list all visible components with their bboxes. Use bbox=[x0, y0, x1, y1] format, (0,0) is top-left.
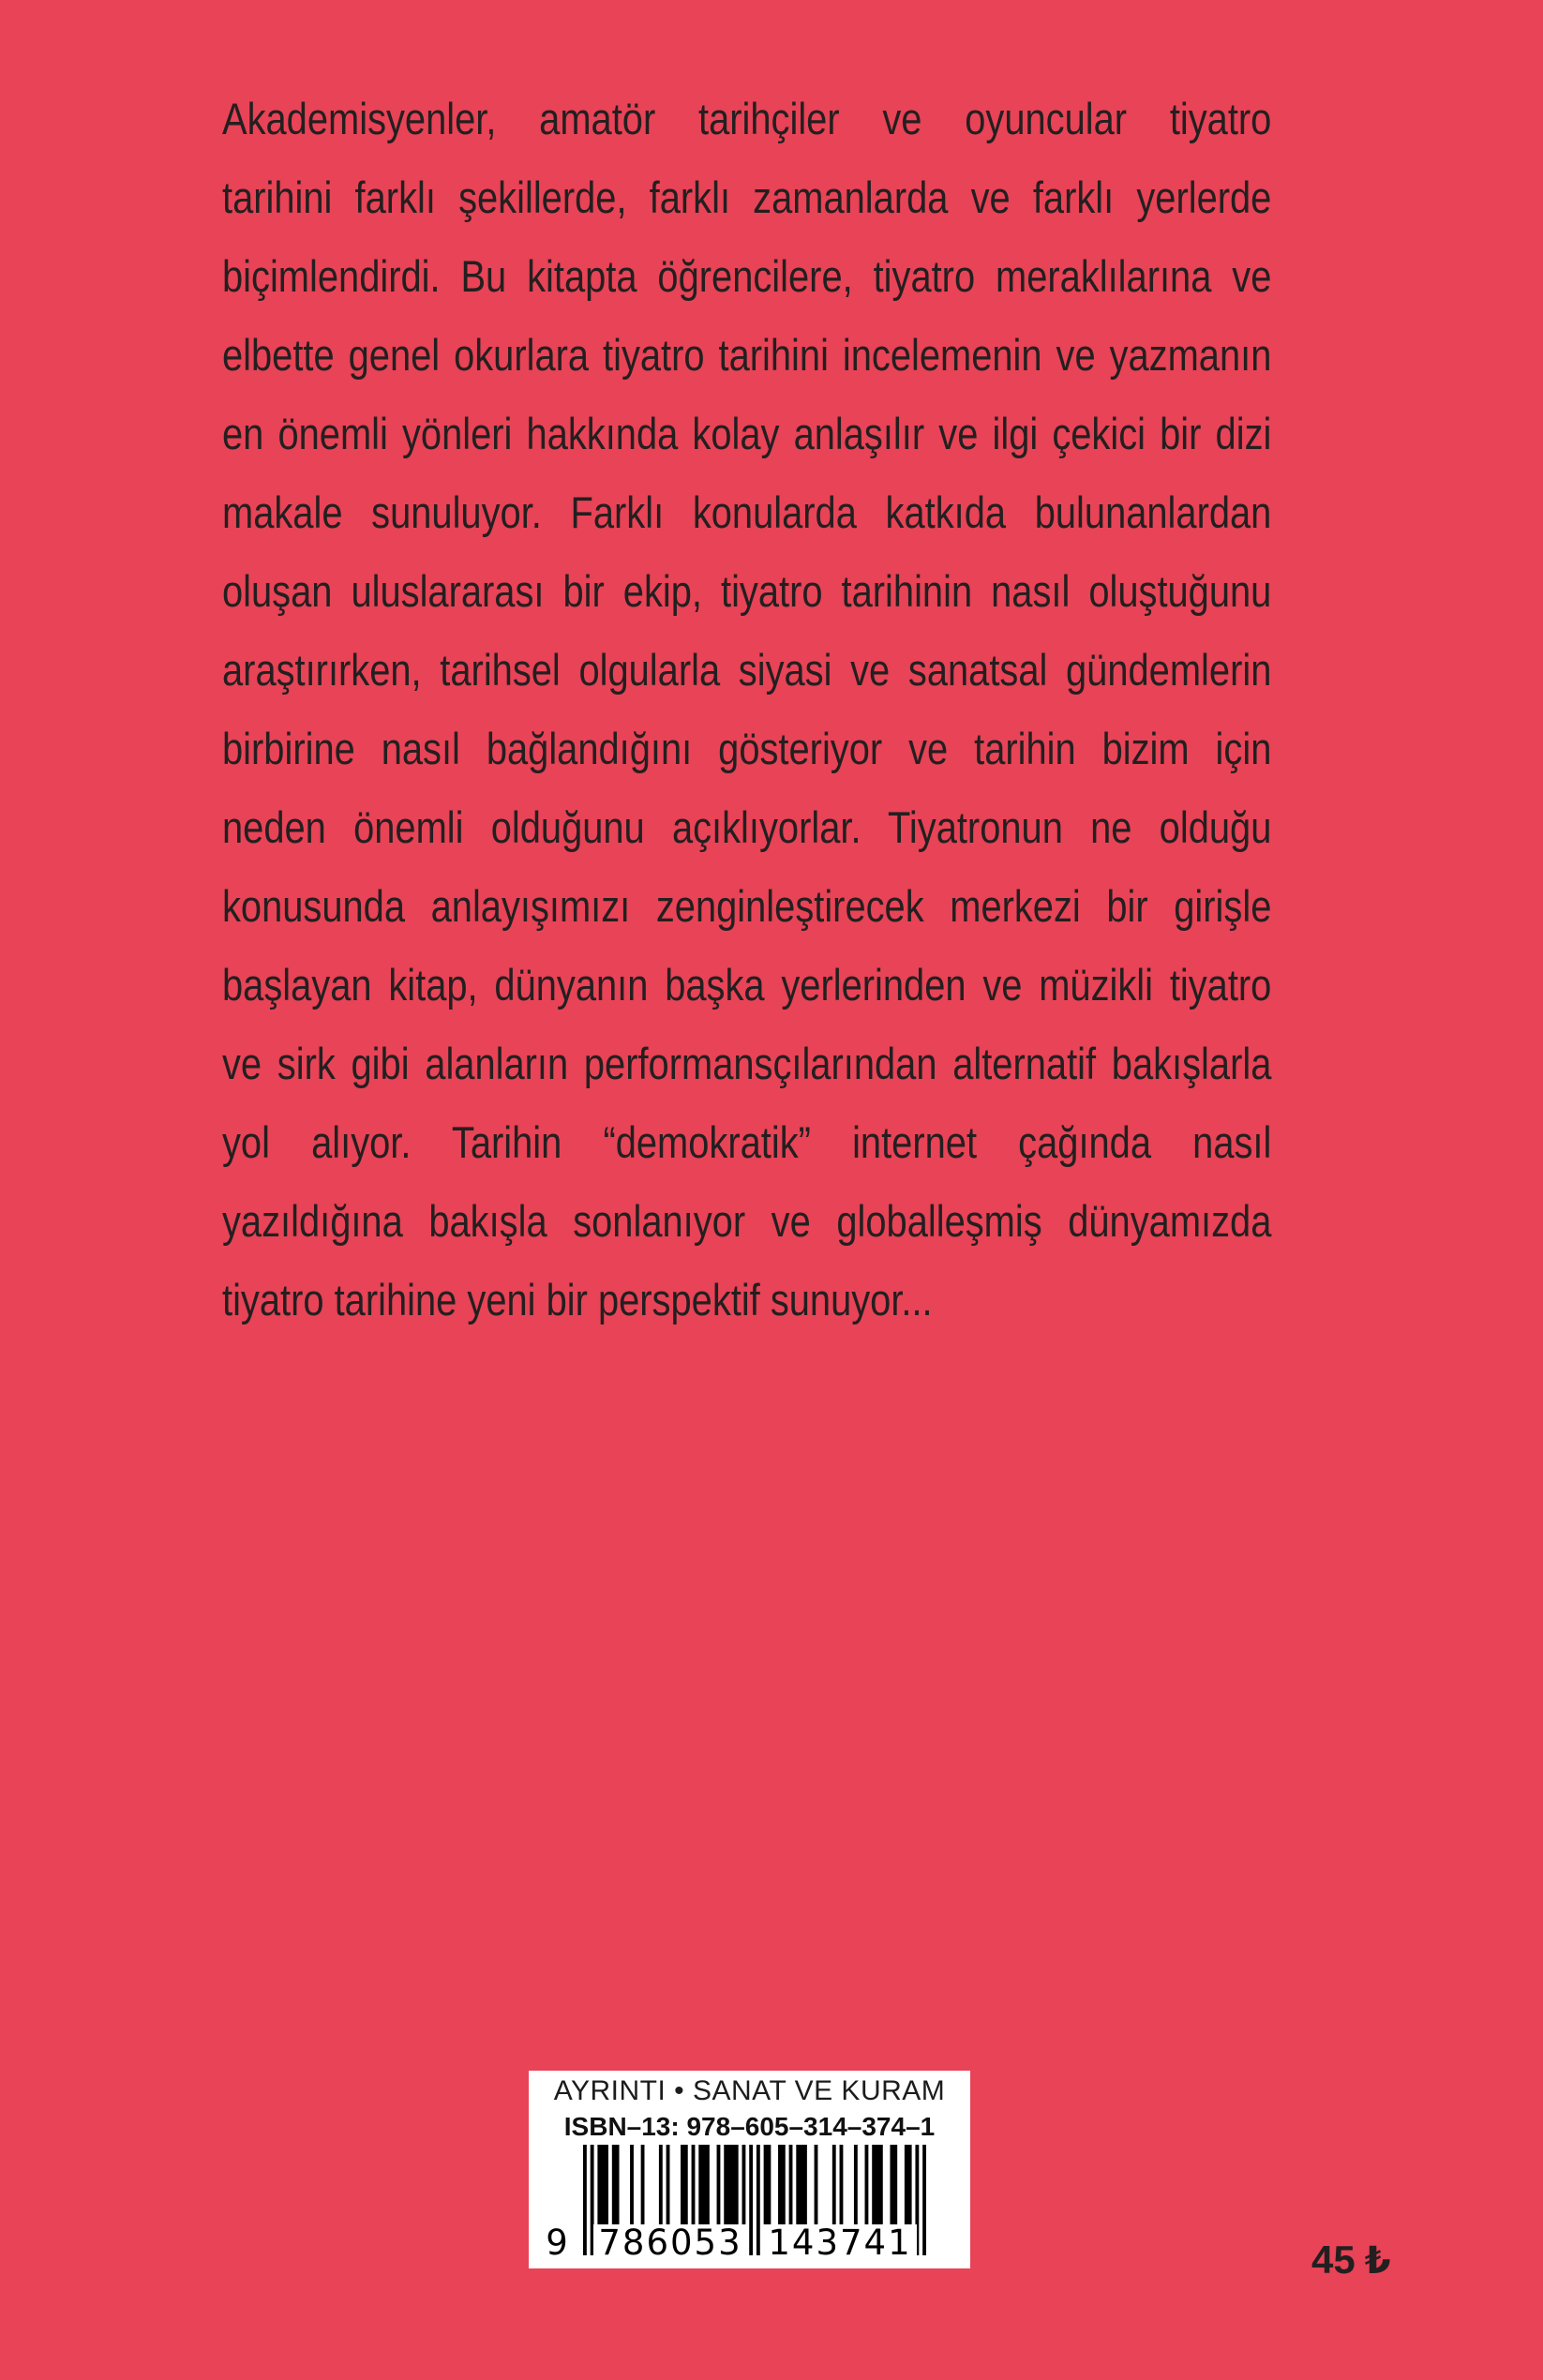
price-amount: 45 bbox=[1311, 2238, 1356, 2282]
ean-left-digits: 786053 bbox=[593, 2224, 747, 2262]
blurb-line: başlayan kitap, dünyanın başka yerlerinden ve müzikli tiyatro bbox=[222, 960, 1272, 1010]
blurb-line: ve sirk gibi alanların performansçılarından alternatif bakışlarla bbox=[222, 1039, 1272, 1088]
ean-first-digit: 9 bbox=[536, 2224, 577, 2262]
ean-right-digits: 143741 bbox=[763, 2224, 917, 2262]
blurb-line: Akademisyenler, amatör tarihçiler ve oyuncular tiyatro bbox=[222, 94, 1272, 143]
blurb-line: birbirine nasıl bağlandığını gösteriyor ve tarihin bizim için bbox=[222, 724, 1272, 773]
blurb-line: oluşan uluslararası bir ekip, tiyatro tarihinin nasıl oluştuğunu bbox=[222, 566, 1272, 616]
blurb-line: konusunda anlayışımızı zenginleştirecek merkezi bir girişle bbox=[222, 881, 1272, 931]
blurb-line: biçimlendirdi. Bu kitapta öğrencilere, tiyatro meraklılarına ve bbox=[222, 251, 1272, 301]
back-cover-blurb bbox=[222, 80, 1271, 1340]
blurb-line: makale sunuluyor. Farklı konularda katkıda bulunanlardan bbox=[222, 487, 1272, 537]
turkish-lira-icon: ₺ bbox=[1364, 2239, 1391, 2283]
isbn-label: ISBN–13: 978–605–314–374–1 bbox=[563, 2112, 936, 2141]
price-label bbox=[1311, 2238, 1391, 2283]
blurb-line: en önemli yönleri hakkında kolay anlaşılır ve ilgi çekici bir dizi bbox=[222, 409, 1272, 458]
blurb-line: tiyatro tarihine yeni bir perspektif sunuyor... bbox=[222, 1275, 933, 1325]
blurb-line: elbette genel okurlara tiyatro tarihini incelemenin ve yazmanın bbox=[222, 330, 1272, 380]
blurb-line: araştırırken, tarihsel olgularla siyasi ve sanatsal gündemlerin bbox=[222, 645, 1272, 695]
blurb-line: yazıldığına bakışla sonlanıyor ve globalleşmiş dünyamızda bbox=[222, 1196, 1272, 1246]
publisher-series-label: AYRINTI • SANAT VE KURAM bbox=[553, 2075, 946, 2106]
blurb-line: yol alıyor. Tarihin “demokratik” internet çağında nasıl bbox=[222, 1117, 1272, 1167]
blurb-line: tarihini farklı şekillerde, farklı zamanlarda ve farklı yerlerde bbox=[222, 172, 1272, 222]
blurb-line: neden önemli olduğunu açıklıyorlar. Tiyatronun ne olduğu bbox=[222, 802, 1272, 852]
barcode-panel bbox=[529, 2071, 970, 2268]
